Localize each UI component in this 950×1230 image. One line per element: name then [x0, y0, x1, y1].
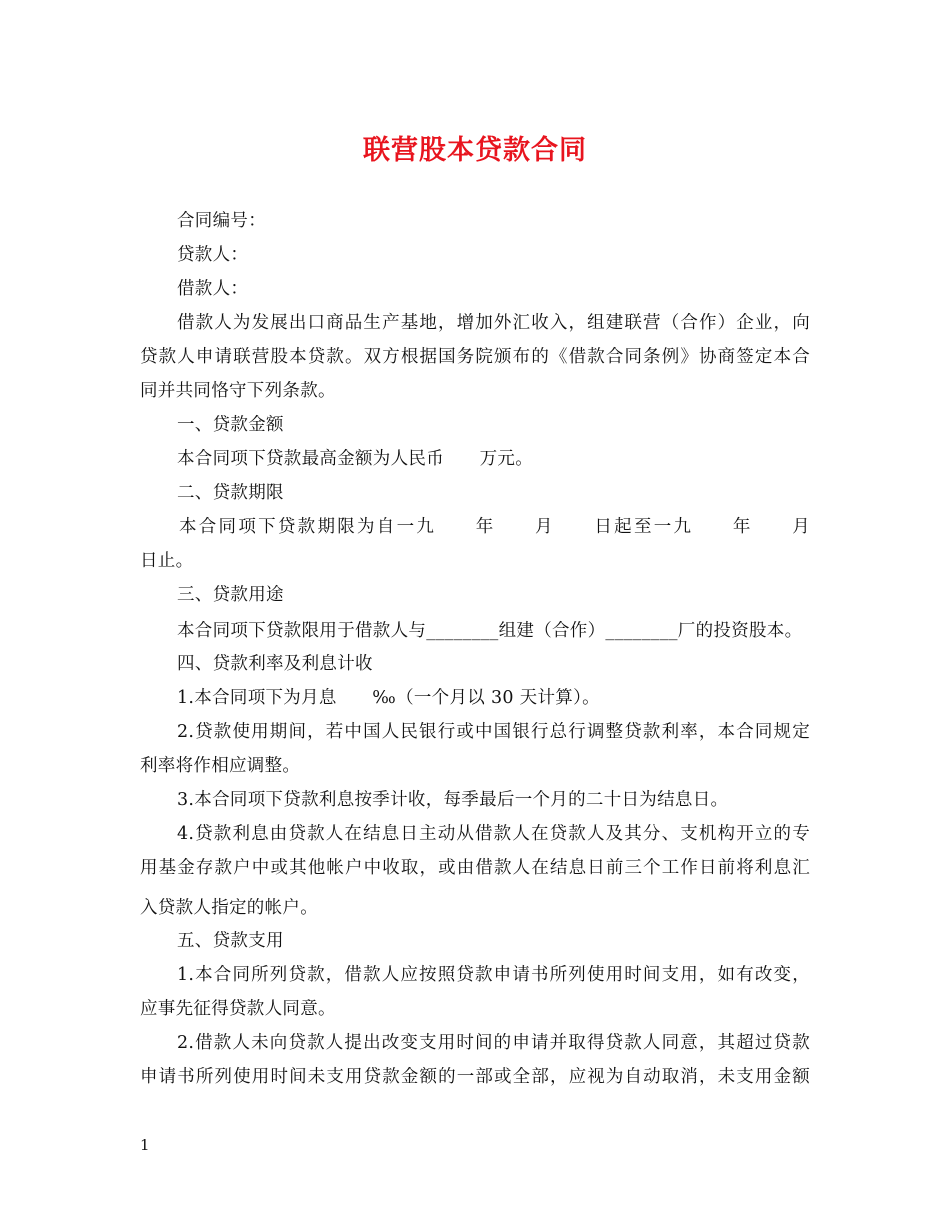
paragraph-line: 1.本合同项下为月息 ‰（一个月以 30 天计算）。	[177, 688, 600, 708]
paragraph-line: 同并共同恪守下列条款。	[140, 381, 336, 401]
paragraph-line: 贷款人申请联营股本贷款。双方根据国务院颁布的《借款合同条例》协商签定本合	[140, 347, 810, 367]
paragraph-line: 用基金存款户中或其他帐户中收取，或由借款人在结息日前三个工作日前将利息汇	[140, 858, 810, 878]
section-heading: 三、贷款用途	[177, 585, 284, 605]
paragraph-line: 借款人为发展出口商品生产基地，增加外汇收入，组建联营（合作）企业，向	[177, 313, 810, 333]
paragraph-line: 日止。	[140, 551, 194, 571]
document-title: 联营股本贷款合同	[363, 135, 587, 166]
section-heading: 一、贷款金额	[177, 415, 284, 435]
paragraph-line: 本合同项下贷款限用于借款人与________组建（合作）________厂的投资股本。	[177, 621, 803, 641]
paragraph-line: 本合同项下贷款期限为自一九 年 月 日起至一九 年 月	[179, 517, 810, 537]
paragraph-line: 1.本合同所列贷款，借款人应按照贷款申请书所列使用时间支用，如有改变，	[177, 965, 810, 985]
lender-line: 贷款人：	[177, 245, 249, 265]
paragraph-line: 2.贷款使用期间，若中国人民银行或中国银行总行调整贷款利率，本合同规定	[177, 722, 810, 742]
paragraph-line: 本合同项下贷款最高金额为人民币 万元。	[177, 449, 533, 469]
paragraph-line: 申请书所列使用时间未支用贷款金额的一部或全部，应视为自动取消，未支用金额	[140, 1067, 810, 1087]
section-heading: 二、贷款期限	[177, 483, 284, 503]
paragraph-line: 入贷款人指定的帐户。	[140, 898, 318, 918]
section-heading: 四、贷款利率及利息计收	[177, 654, 373, 674]
borrower-line: 借款人：	[177, 279, 249, 299]
paragraph-line: 2.借款人未向贷款人提出改变支用时间的申请并取得贷款人同意，其超过贷款	[177, 1033, 810, 1053]
contract-number-line: 合同编号：	[177, 211, 266, 231]
paragraph-line: 3.本合同项下贷款利息按季计收，每季最后一个月的二十日为结息日。	[177, 790, 729, 810]
paragraph-line: 利率将作相应调整。	[140, 756, 301, 776]
paragraph-line: 4.贷款利息由贷款人在结息日主动从借款人在贷款人及其分、支机构开立的专	[177, 824, 810, 844]
section-heading: 五、贷款支用	[177, 931, 284, 951]
paragraph-line: 应事先征得贷款人同意。	[140, 999, 336, 1019]
page-number: 1	[140, 1136, 150, 1154]
